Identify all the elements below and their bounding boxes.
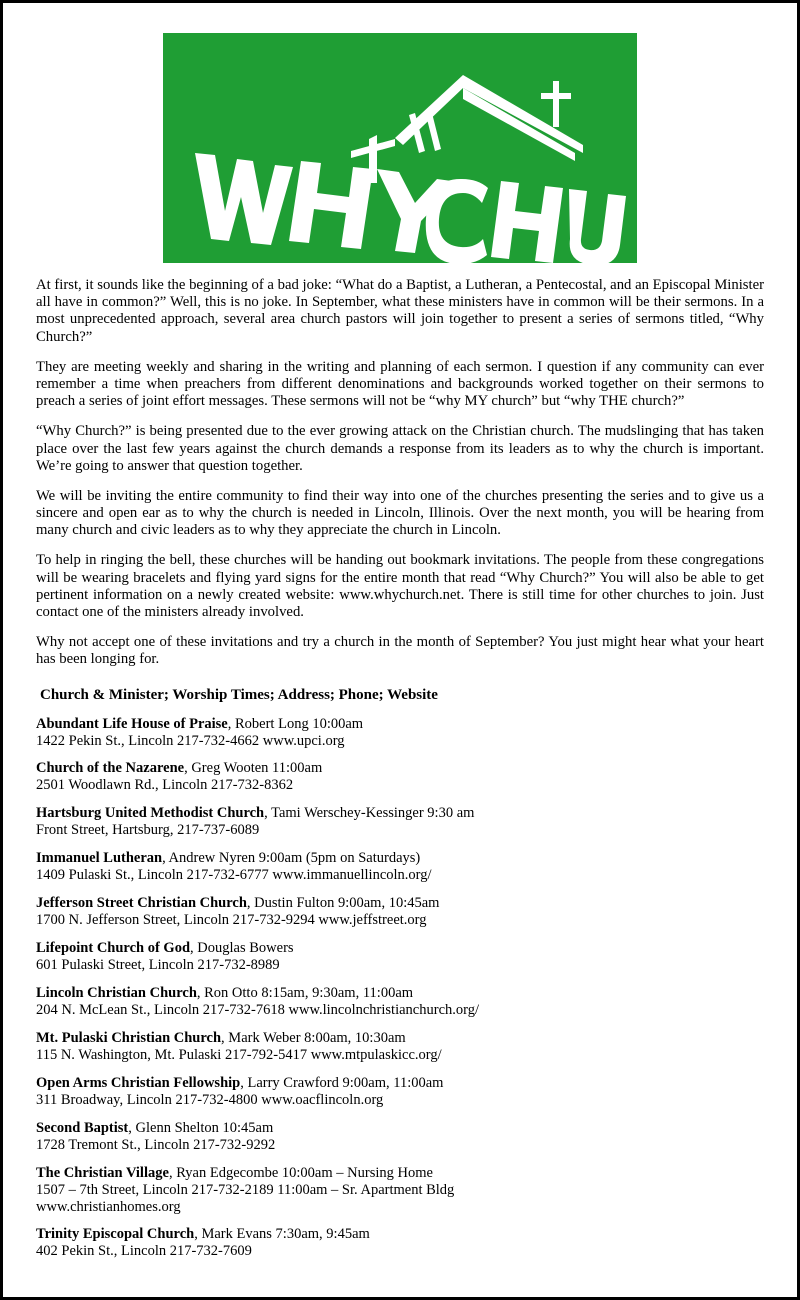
church-address-line: Front Street, Hartsburg, 217-737-6089	[36, 822, 260, 839]
church-address-line: 2501 Woodlawn Rd., Lincoln 217-732-8362	[36, 777, 294, 794]
banner-container	[3, 3, 797, 263]
church-name: Mt. Pulaski Christian Church	[36, 1029, 222, 1046]
church-name: Lifepoint Church of God	[36, 940, 191, 957]
church-name: Trinity Episcopal Church	[36, 1226, 195, 1243]
church-entry	[36, 760, 764, 794]
church-name: Lincoln Christian Church	[36, 985, 197, 1001]
paragraph: Why not accept one of these invitations and try a church in the month of September? You just might hear what your heart has been longing for.	[36, 634, 764, 668]
church-minister-times: , Andrew Nyren 9:00am (5pm on Saturdays)	[162, 850, 421, 867]
paragraph: At first, it sounds like the beginning of a bad joke: “What do a Baptist, a Lutheran, a Pentecostal, and an Episcopal Minister all have in common?” Well, this is no joke. In September, what these ministers have in common will be their sermons. In a most unprecedented approach, several area church pastors will join together to present a series of sermons titled, “Why Church?”	[36, 277, 764, 345]
church-minister-times: , Tami Werschey-Kessinger 9:30 am	[264, 805, 475, 822]
church-name: The Christian Village	[36, 1164, 169, 1181]
church-minister-times: , Douglas Bowers	[190, 940, 294, 957]
church-entry	[36, 805, 764, 839]
church-address-line: 1507 – 7th Street, Lincoln 217-732-2189 11:00am – Sr. Apartment Bldg	[36, 1181, 455, 1198]
why-church-banner	[163, 33, 637, 263]
church-entry	[36, 716, 764, 750]
church-minister-times: , Mark Evans 7:30am, 9:45am	[194, 1226, 370, 1243]
church-address-line: 115 N. Washington, Mt. Pulaski 217-792-5417 www.mtpulaskicc.org/	[36, 1046, 442, 1063]
church-minister-times: , Ryan Edgecombe 10:00am – Nursing Home	[168, 1164, 433, 1181]
paragraph: They are meeting weekly and sharing in the writing and planning of each sermon. I question if any community can ever remember a time when preachers from different denominations and backgrounds worked together on their sermons to preach a series of joint effort messages. These sermons will not be “why MY church” but “why THE church?”	[36, 358, 764, 410]
church-entry	[36, 895, 764, 929]
church-minister-times: , Greg Wooten 11:00am	[184, 760, 323, 777]
church-minister-times: , Ron Otto 8:15am, 9:30am, 11:00am	[196, 985, 414, 1001]
church-entry	[36, 1226, 764, 1260]
church-entry	[36, 1165, 764, 1216]
church-name: Hartsburg United Methodist Church	[36, 805, 265, 822]
church-address-line: 204 N. McLean St., Lincoln 217-732-7618 www.lincolnchristianchurch.org/	[36, 1001, 479, 1018]
church-address-line: 1700 N. Jefferson Street, Lincoln 217-732-9294 www.jeffstreet.org	[36, 912, 427, 929]
church-address-line: 402 Pekin St., Lincoln 217-732-7609	[36, 1243, 252, 1260]
church-minister-times: , Glenn Shelton 10:45am	[128, 1119, 274, 1136]
paragraph: We will be inviting the entire community to find their way into one of the churches presenting the series and to give us a sincere and open ear as to why the church is needed in Lincoln, Illinois. Over the next month, you will be hearing from many church and civic leaders as to why they appreciate the church in Lincoln.	[36, 487, 764, 539]
church-address-line: 1409 Pulaski St., Lincoln 217-732-6777 www.immanuellincoln.org/	[36, 867, 432, 884]
church-minister-times: , Dustin Fulton 9:00am, 10:45am	[246, 895, 440, 912]
church-name: Church of the Nazarene	[36, 760, 185, 777]
church-logo-icon	[163, 33, 637, 263]
church-entry	[36, 850, 764, 884]
church-entry	[36, 1075, 764, 1109]
church-name: Immanuel Lutheran	[36, 850, 163, 867]
church-entry	[36, 985, 764, 1019]
church-entry	[36, 1030, 764, 1064]
church-entry	[36, 940, 764, 974]
listing-header: Church & Minister; Worship Times; Address; Phone; Website	[40, 686, 438, 703]
article-content	[3, 263, 797, 1260]
paragraph: To help in ringing the bell, these churches will be handing out bookmark invitations. The people from these congregations will be wearing bracelets and flying yard signs for the entire month that read “Why Church?” You will also be able to get pertinent information on a newly created website: www.whychurch.net. There is still time for other churches to join. Just contact one of the ministers already involved.	[36, 552, 764, 620]
paragraph: “Why Church?” is being presented due to the ever growing attack on the Christian church. The mudslinging that has taken place over the last few years against the church demands a response from its leaders as to why the church is important. We’re going to answer that question together.	[36, 423, 764, 474]
church-entry	[36, 1120, 764, 1154]
church-minister-times: , Mark Weber 8:00am, 10:30am	[221, 1029, 406, 1046]
church-address-line: 311 Broadway, Lincoln 217-732-4800 www.oacflincoln.org	[36, 1091, 384, 1108]
church-website-line: www.christianhomes.org	[36, 1198, 181, 1215]
church-address-line: 601 Pulaski Street, Lincoln 217-732-8989	[36, 957, 280, 974]
church-address-line: 1422 Pekin St., Lincoln 217-732-4662 www.upci.org	[36, 732, 345, 749]
church-minister-times: , Larry Crawford 9:00am, 11:00am	[240, 1074, 444, 1091]
church-minister-times: , Robert Long 10:00am	[227, 715, 364, 732]
church-address-line: 1728 Tremont St., Lincoln 217-732-9292	[36, 1136, 276, 1153]
church-name: Second Baptist	[36, 1119, 129, 1136]
church-name: Abundant Life House of Praise	[36, 715, 228, 732]
church-name: Jefferson Street Christian Church	[36, 895, 247, 912]
church-name: Open Arms Christian Fellowship	[36, 1074, 241, 1091]
